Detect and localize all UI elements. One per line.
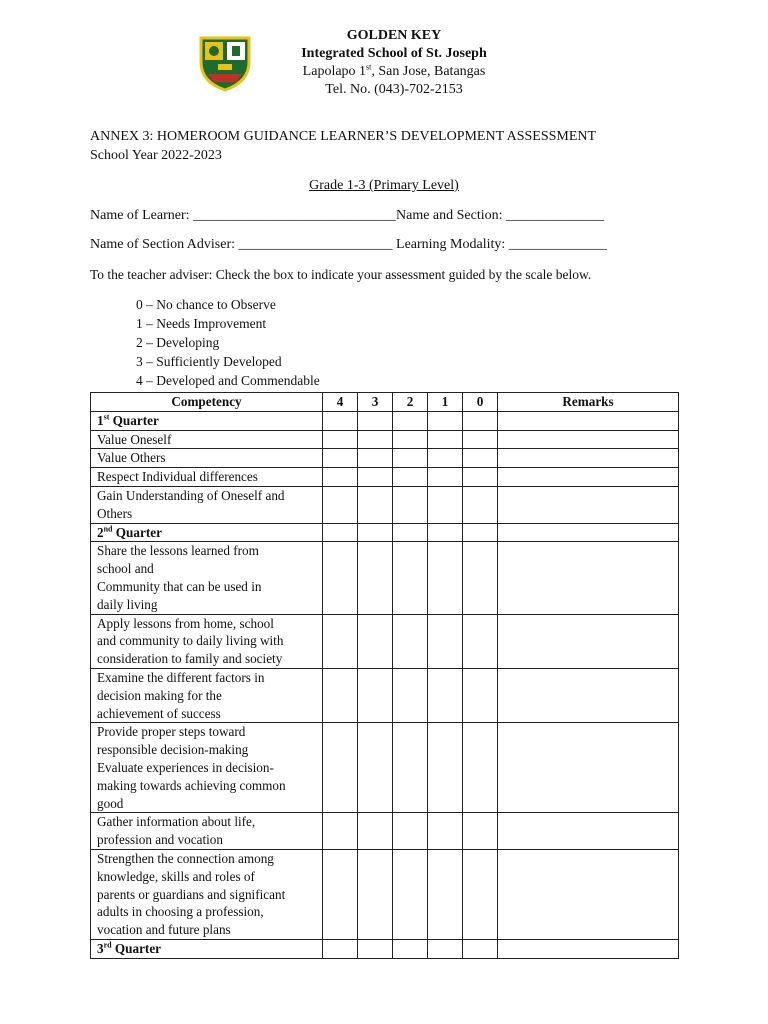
checkbox-cell-score-1[interactable] [428, 723, 463, 813]
grade-level: Grade 1-3 (Primary Level) [309, 178, 459, 193]
checkbox-cell-score-4[interactable] [323, 542, 358, 614]
learner-field: Name of Learner: _____________________________Name and Section: ______________ [90, 208, 605, 223]
checkbox-cell-score-2[interactable] [393, 614, 428, 668]
remarks-cell[interactable] [498, 430, 679, 449]
checkbox-cell-score-2[interactable] [393, 468, 428, 487]
competency-cell [91, 468, 323, 487]
instruction-text: To the teacher adviser: Check the box to indicate your assessment guided by the scale below. [90, 267, 592, 282]
remarks-cell[interactable] [498, 411, 679, 430]
remarks-cell[interactable] [498, 849, 679, 939]
remarks-cell[interactable] [498, 723, 679, 813]
checkbox-cell-score-3[interactable] [358, 468, 393, 487]
checkbox-cell-score-1[interactable] [428, 614, 463, 668]
competency-line: responsible decision-making [97, 742, 249, 758]
competency-line: making towards achieving common [97, 777, 286, 793]
table-row [91, 614, 679, 668]
header-competency: Competency [91, 393, 323, 412]
remarks-cell[interactable] [498, 542, 679, 614]
competency-line: achievement of success [97, 705, 221, 721]
remarks-cell[interactable] [498, 486, 679, 523]
scale-item-3: 3 – Sufficiently Developed [136, 354, 282, 369]
checkbox-cell-score-2[interactable] [393, 411, 428, 430]
table-row [91, 542, 679, 614]
school-name-line1: GOLDEN KEY [346, 28, 442, 43]
checkbox-cell-score-0[interactable] [463, 486, 498, 523]
competency-line: Strengthen the connection among [97, 850, 274, 866]
header-score-4: 4 [323, 393, 358, 412]
checkbox-cell-score-0[interactable] [463, 849, 498, 939]
school-telephone: Tel. No. (043)-702-2153 [325, 82, 463, 97]
checkbox-cell-score-0[interactable] [463, 542, 498, 614]
checkbox-cell-score-2[interactable] [393, 486, 428, 523]
checkbox-cell-score-3[interactable] [358, 849, 393, 939]
checkbox-cell-score-3[interactable] [358, 813, 393, 850]
checkbox-cell-score-2[interactable] [393, 668, 428, 722]
checkbox-cell-score-2[interactable] [393, 523, 428, 542]
scale-item-1: 1 – Needs Improvement [136, 316, 267, 331]
checkbox-cell-score-0[interactable] [463, 430, 498, 449]
checkbox-cell-score-0[interactable] [463, 449, 498, 468]
checkbox-cell-score-0[interactable] [463, 939, 498, 958]
remarks-cell[interactable] [498, 523, 679, 542]
competency-line: Provide proper steps toward [97, 724, 246, 740]
competency-line: school and [97, 561, 154, 577]
header-remarks: Remarks [498, 393, 679, 412]
competency-line: Apply lessons from home, school [97, 615, 274, 631]
competency-cell [91, 486, 323, 523]
competency-line: Examine the different factors in [97, 669, 265, 685]
quarter-label: 1st Quarter [91, 411, 323, 430]
checkbox-cell-score-0[interactable] [463, 468, 498, 487]
competency-line: Gather information about life, [97, 814, 256, 830]
checkbox-cell-score-2[interactable] [393, 813, 428, 850]
annex-title: ANNEX 3: HOMEROOM GUIDANCE LEARNER’S DEVELOPMENT ASSESSMENT [90, 129, 597, 144]
remarks-cell[interactable] [498, 614, 679, 668]
assessment-table [90, 392, 679, 959]
competency-line: Value Oneself [97, 431, 172, 447]
competency-line: consideration to family and society [97, 651, 283, 667]
quarter-label: 2nd Quarter [91, 523, 323, 542]
competency-line: Respect Individual differences [97, 469, 258, 485]
checkbox-cell-score-4[interactable] [323, 411, 358, 430]
checkbox-cell-score-1[interactable] [428, 813, 463, 850]
checkbox-cell-score-1[interactable] [428, 486, 463, 523]
checkbox-cell-score-3[interactable] [358, 723, 393, 813]
checkbox-cell-score-3[interactable] [358, 523, 393, 542]
checkbox-cell-score-0[interactable] [463, 813, 498, 850]
competency-cell [91, 668, 323, 722]
checkbox-cell-score-1[interactable] [428, 523, 463, 542]
checkbox-cell-score-4[interactable] [323, 486, 358, 523]
checkbox-cell-score-3[interactable] [358, 430, 393, 449]
remarks-cell[interactable] [498, 668, 679, 722]
table-row [91, 723, 679, 813]
competency-line: knowledge, skills and roles of [97, 868, 255, 884]
checkbox-cell-score-3[interactable] [358, 449, 393, 468]
checkbox-cell-score-1[interactable] [428, 668, 463, 722]
remarks-cell[interactable] [498, 449, 679, 468]
checkbox-cell-score-2[interactable] [393, 723, 428, 813]
header-score-1: 1 [428, 393, 463, 412]
table-body [91, 411, 679, 958]
competency-line: profession and vocation [97, 832, 223, 848]
checkbox-cell-score-0[interactable] [463, 614, 498, 668]
competency-line: decision making for the [97, 687, 222, 703]
checkbox-cell-score-3[interactable] [358, 486, 393, 523]
school-address: Lapolapo 1st, San Jose, Batangas [302, 62, 486, 79]
remarks-cell[interactable] [498, 939, 679, 958]
competency-line: adults in choosing a profession, [97, 904, 264, 920]
competency-cell [91, 614, 323, 668]
competency-line: Evaluate experiences in decision- [97, 759, 274, 775]
header-score-2: 2 [393, 393, 428, 412]
checkbox-cell-score-4[interactable] [323, 449, 358, 468]
checkbox-cell-score-0[interactable] [463, 668, 498, 722]
remarks-cell[interactable] [498, 468, 679, 487]
competency-cell [91, 813, 323, 850]
table-row [91, 449, 679, 468]
checkbox-cell-score-4[interactable] [323, 614, 358, 668]
checkbox-cell-score-4[interactable] [323, 723, 358, 813]
checkbox-cell-score-1[interactable] [428, 468, 463, 487]
quarter-row [91, 523, 679, 542]
school-name-line2: Integrated School of St. Joseph [301, 46, 487, 61]
checkbox-cell-score-1[interactable] [428, 411, 463, 430]
remarks-cell[interactable] [498, 813, 679, 850]
table-row [91, 849, 679, 939]
checkbox-cell-score-1[interactable] [428, 542, 463, 614]
checkbox-cell-score-2[interactable] [393, 542, 428, 614]
quarter-label: 3rd Quarter [91, 939, 323, 958]
table-header-row [91, 393, 679, 412]
table-row [91, 486, 679, 523]
quarter-row [91, 411, 679, 430]
competency-line: and community to daily living with [97, 633, 284, 649]
competency-line: daily living [97, 596, 158, 612]
competency-line: parents or guardians and significant [97, 886, 286, 902]
checkbox-cell-score-3[interactable] [358, 411, 393, 430]
competency-line: Share the lessons learned from [97, 543, 259, 559]
checkbox-cell-score-2[interactable] [393, 939, 428, 958]
checkbox-cell-score-3[interactable] [358, 542, 393, 614]
checkbox-cell-score-1[interactable] [428, 849, 463, 939]
checkbox-cell-score-2[interactable] [393, 430, 428, 449]
table-row [91, 468, 679, 487]
scale-item-2: 2 – Developing [136, 335, 220, 350]
header-score-3: 3 [358, 393, 393, 412]
quarter-row [91, 939, 679, 958]
checkbox-cell-score-4[interactable] [323, 849, 358, 939]
school-year: School Year 2022-2023 [90, 148, 222, 163]
competency-line: Community that can be used in [97, 578, 262, 594]
checkbox-cell-score-0[interactable] [463, 723, 498, 813]
checkbox-cell-score-3[interactable] [358, 939, 393, 958]
competency-line: vocation and future plans [97, 922, 231, 938]
checkbox-cell-score-2[interactable] [393, 849, 428, 939]
competency-line: Gain Understanding of Oneself and [97, 487, 285, 503]
adviser-field: Name of Section Adviser: ______________________ Learning Modality: ______________ [90, 237, 607, 252]
scale-item-4: 4 – Developed and Commendable [136, 373, 320, 388]
competency-cell [91, 849, 323, 939]
checkbox-cell-score-3[interactable] [358, 614, 393, 668]
checkbox-cell-score-4[interactable] [323, 939, 358, 958]
checkbox-cell-score-4[interactable] [323, 813, 358, 850]
competency-line: Value Others [97, 450, 166, 466]
checkbox-cell-score-0[interactable] [463, 411, 498, 430]
scale-item-0: 0 – No chance to Observe [136, 297, 276, 312]
table-row [91, 430, 679, 449]
checkbox-cell-score-0[interactable] [463, 523, 498, 542]
competency-cell [91, 723, 323, 813]
table-row [91, 813, 679, 850]
checkbox-cell-score-1[interactable] [428, 449, 463, 468]
header-score-0: 0 [463, 393, 498, 412]
competency-cell [91, 449, 323, 468]
checkbox-cell-score-4[interactable] [323, 523, 358, 542]
competency-line: good [97, 795, 124, 811]
checkbox-cell-score-1[interactable] [428, 430, 463, 449]
checkbox-cell-score-3[interactable] [358, 668, 393, 722]
checkbox-cell-score-2[interactable] [393, 449, 428, 468]
table-row [91, 668, 679, 722]
checkbox-cell-score-4[interactable] [323, 430, 358, 449]
competency-cell [91, 430, 323, 449]
competency-line: Others [97, 505, 133, 521]
checkbox-cell-score-1[interactable] [428, 939, 463, 958]
competency-cell [91, 542, 323, 614]
checkbox-cell-score-4[interactable] [323, 668, 358, 722]
checkbox-cell-score-4[interactable] [323, 468, 358, 487]
